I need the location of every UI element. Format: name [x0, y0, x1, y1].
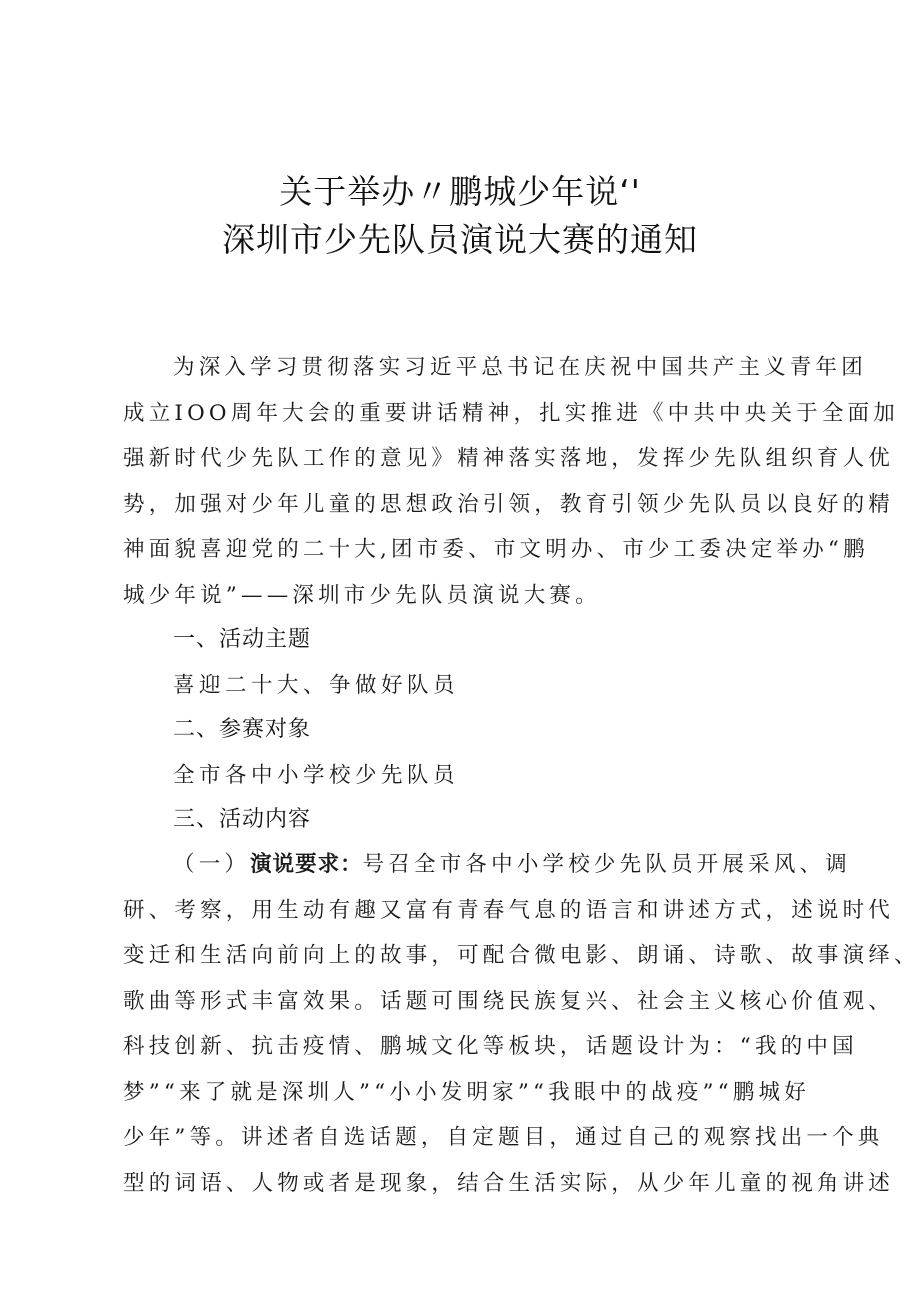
intro-paragraph-line: 神面貌喜迎党的二十大,团市委、市文明办、市少工委决定举办“鹏	[123, 537, 869, 562]
speech-requirement-line: 研、考察，用生动有趣又富有青春气息的语言和讲述方式，述说时代	[123, 898, 895, 923]
speech-requirement-line: 少年”等。讲述者自选话题，自定题目，通过自己的观察找出一个典	[123, 1125, 884, 1150]
speech-requirement-label: 演说要求：	[250, 852, 363, 877]
intro-paragraph-line: 强新时代少先队工作的意见》精神落实落地，发挥少先队组织育人优	[123, 446, 895, 471]
speech-requirement-line: 型的词语、人物或者是现象，结合生活实际，从少年儿童的视角讲述	[123, 1171, 895, 1196]
document-title-line-1: 关于举办〃鹏城少年说‘'	[279, 172, 641, 211]
section-heading-participants: 二、参赛对象	[173, 717, 312, 742]
intro-paragraph-line: 势，加强对少年儿童的思想政治引领，教育引领少先队员以良好的精	[123, 492, 895, 517]
speech-requirement-line: 变迁和生活向前向上的故事，可配合微电影、朗诵、诗歌、故事演绎、	[123, 943, 920, 968]
document-title-line-2: 深圳市少先队员演说大赛的通知	[222, 220, 698, 259]
intro-paragraph-line: 城少年说”——深圳市少先队员演说大赛。	[123, 583, 601, 608]
speech-requirement-text: 号召全市各中小学校少先队员开展采风、调	[362, 852, 851, 877]
speech-requirement-line: 科技创新、抗击疫情、鹏城文化等板块，话题设计为：“我的中国	[123, 1034, 858, 1059]
speech-requirement-line: 梦”“来了就是深圳人”“小小发明家”“我眼中的战疫”“鹏城好	[123, 1080, 810, 1105]
intro-paragraph-line: 成立IOO周年大会的重要讲话精神，扎实推进《中共中央关于全面加	[123, 401, 899, 426]
speech-requirement-first-line	[173, 847, 851, 878]
section-heading-content: 三、活动内容	[173, 807, 312, 832]
section-content-participants: 全市各中小学校少先队员	[173, 763, 460, 788]
section-content-theme: 喜迎二十大、争做好队员	[173, 673, 460, 698]
speech-prefix: （一）	[173, 852, 251, 877]
intro-paragraph-line: 为深入学习贯彻落实习近平总书记在庆祝中国共产主义青年团	[173, 355, 867, 380]
speech-requirement-line: 歌曲等形式丰富效果。话题可围绕民族复兴、社会主义核心价值观、	[123, 989, 895, 1014]
section-heading-theme: 一、活动主题	[173, 627, 312, 652]
